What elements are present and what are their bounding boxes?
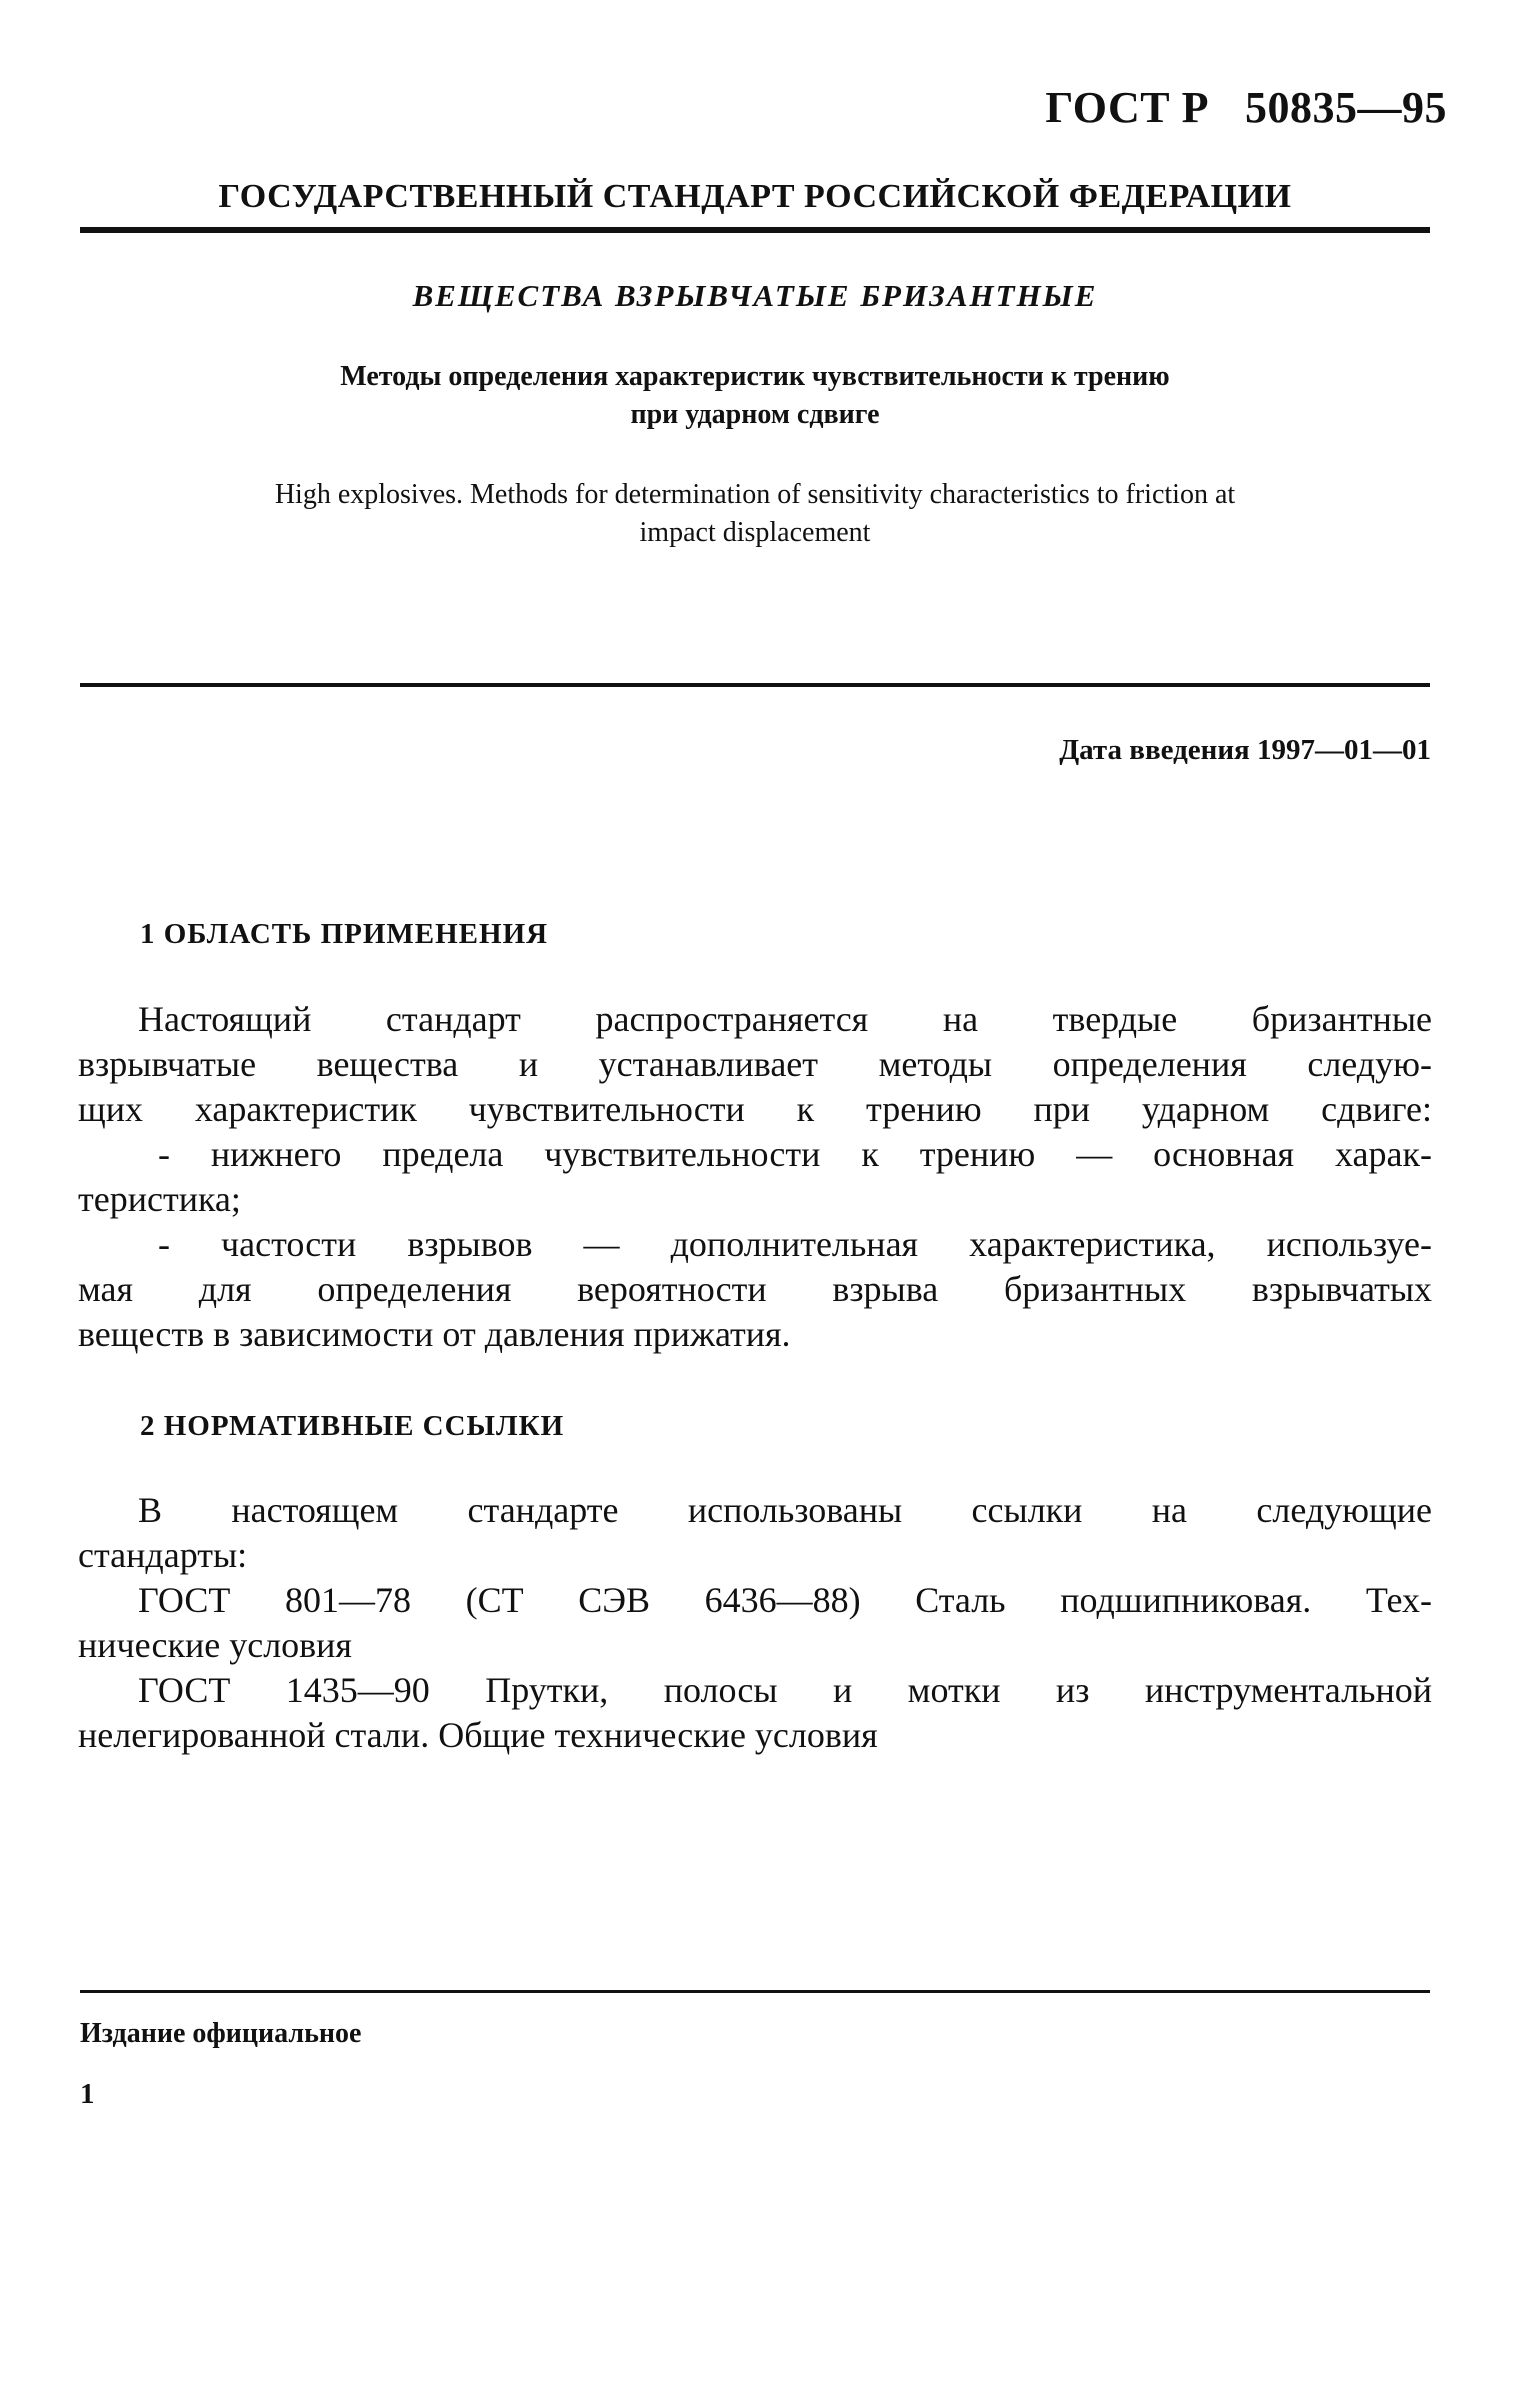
- footer-divider: [80, 1990, 1430, 1993]
- state-standard-heading: ГОСУДАРСТВЕННЫЙ СТАНДАРТ РОССИЙСКОЙ ФЕДЕРАЦИИ: [218, 178, 1292, 215]
- section-2-line: стандарты:: [78, 1535, 248, 1575]
- section-1-line: теристика;: [78, 1179, 241, 1219]
- subtitle-line-1: Методы определения характеристик чувствительности к трению: [340, 361, 1170, 392]
- section-2-line: В настоящем стандарте использованы ссылки на следующие: [138, 1490, 1432, 1530]
- english-title-line-2: impact displacement: [639, 517, 871, 548]
- top-divider: [80, 227, 1430, 233]
- section-2-line: ГОСТ 1435—90 Прутки, полосы и мотки из инструментальной: [138, 1670, 1432, 1710]
- english-title-line-1: High explosives. Methods for determination of sensitivity characteristics to friction at: [274, 479, 1236, 510]
- document-number: [1045, 82, 1447, 133]
- section-2-heading: 2 НОРМАТИВНЫЕ ССЫЛКИ: [140, 1410, 565, 1442]
- subtitle-line-2: при ударном сдвиге: [630, 399, 880, 430]
- english-title: [100, 476, 1410, 552]
- introduction-date: Дата введения 1997—01—01: [1059, 734, 1431, 766]
- section-1-line: мая для определения вероятности взрыва бризантных взрывчатых: [78, 1269, 1432, 1309]
- section-1-line: - частости взрывов — дополнительная характеристика, используе-: [158, 1224, 1432, 1264]
- section-1-body: [78, 997, 1432, 1357]
- section-1-line: взрывчатые вещества и устанавливает методы определения следую-: [78, 1044, 1432, 1084]
- section-1-line: - нижнего предела чувствительности к трению — основная харак-: [158, 1134, 1432, 1174]
- document-prefix: ГОСТ Р: [1045, 83, 1209, 132]
- document-subtitle: [180, 358, 1330, 434]
- edition-label: Издание официальное: [80, 2018, 362, 2049]
- section-2-line: нические условия: [78, 1625, 352, 1665]
- document-title: ВЕЩЕСТВА ВЗРЫВЧАТЫЕ БРИЗАНТНЫЕ: [412, 278, 1098, 313]
- section-1-line: Настоящий стандарт распространяется на твердые бризантные: [138, 999, 1432, 1039]
- section-2-body: [78, 1488, 1432, 1758]
- section-1-line: веществ в зависимости от давления прижатия.: [78, 1314, 791, 1354]
- document-code: 50835—95: [1245, 83, 1447, 132]
- section-2-line: нелегированной стали. Общие технические условия: [78, 1715, 878, 1755]
- section-2-line: ГОСТ 801—78 (СТ СЭВ 6436—88) Сталь подшипниковая. Тех-: [138, 1580, 1432, 1620]
- section-1-line: щих характеристик чувствительности к трению при ударном сдвиге:: [78, 1089, 1432, 1129]
- page-number: 1: [80, 2078, 95, 2110]
- section-1-heading: 1 ОБЛАСТЬ ПРИМЕНЕНИЯ: [140, 918, 549, 950]
- title-divider: [80, 683, 1430, 687]
